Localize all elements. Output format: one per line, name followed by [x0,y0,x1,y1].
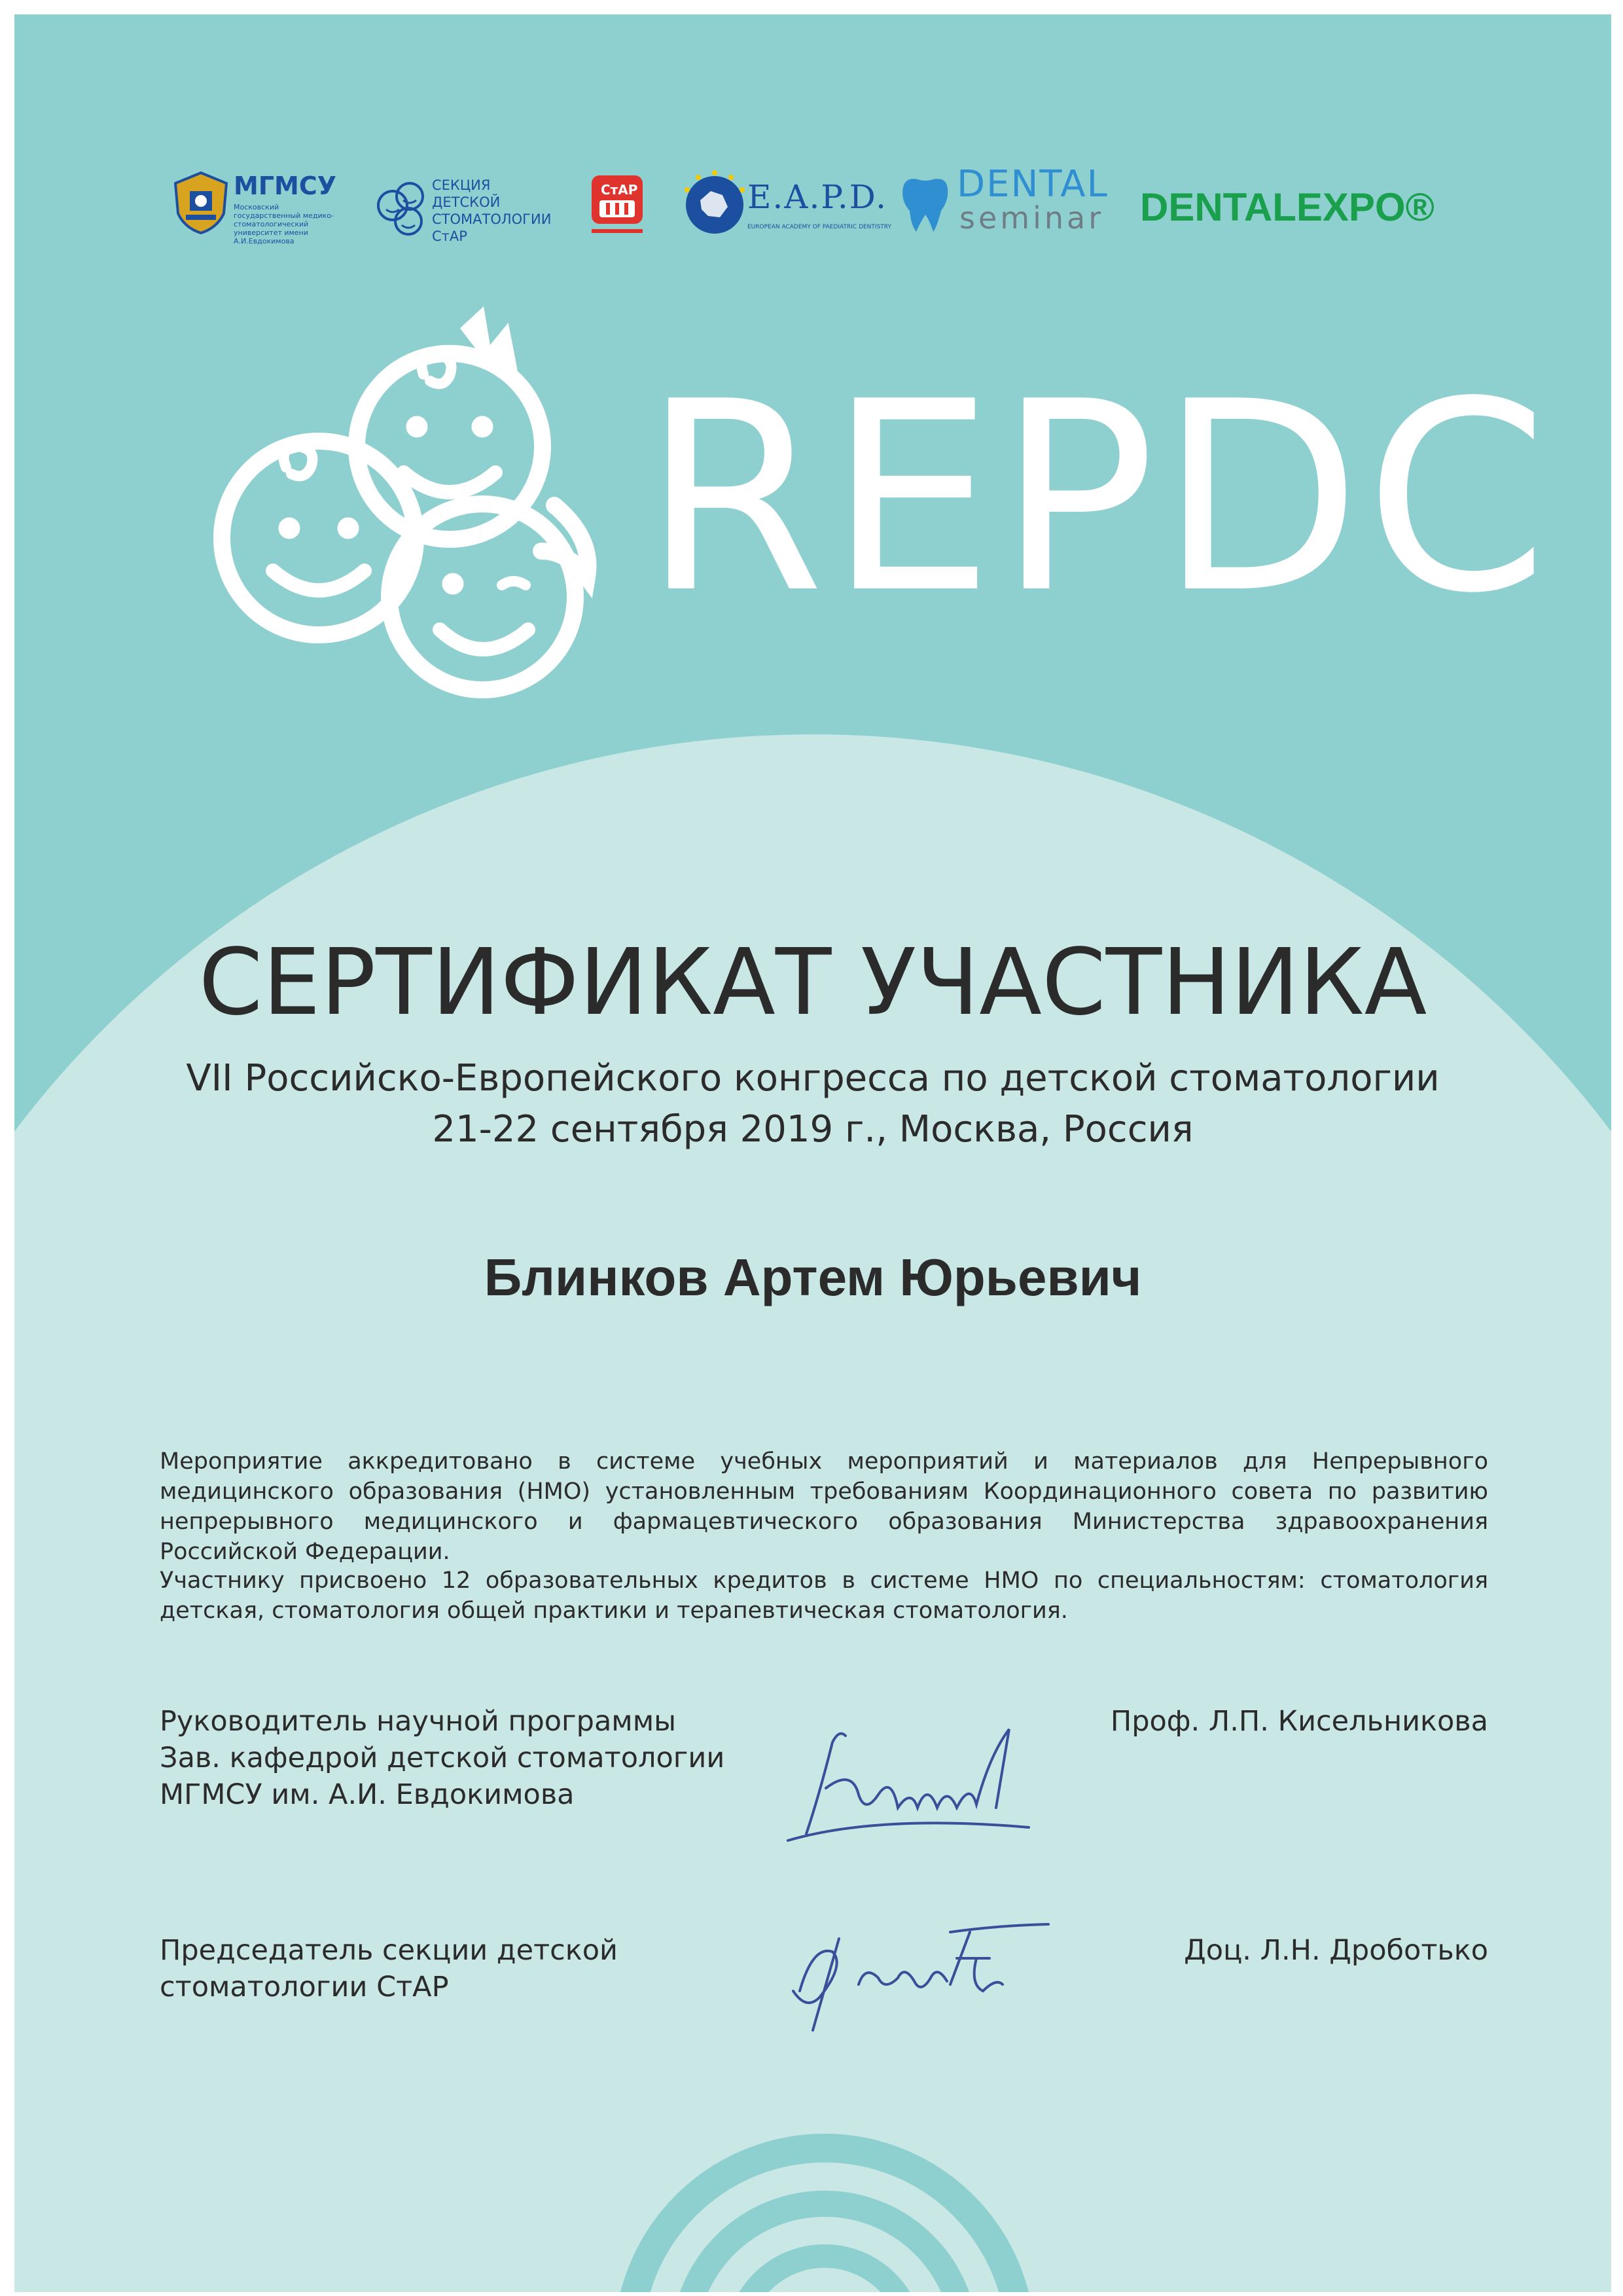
logo-eapd [682,158,891,263]
certificate-title: СЕРТИФИКАТ УЧАСТНИКА [198,929,1427,1036]
accreditation-text: Мероприятие аккредитовано в системе учебных мероприятий и материалов для Непрерывного медицинского образования (НМО) установленным требованиям Координационного совета по развитию непрерывного медицинского и фармацевтического образования Министерства здравоохранения Российской Федерации. [160,1448,1488,1565]
dental-seminar-line2: seminar [959,200,1105,236]
decorative-rings [609,2128,1041,2292]
signatory-1-role-line1: Руководитель научной программы [160,1705,677,1738]
eapd-text: E.A.P.D. [747,178,887,216]
logo-star-section [373,158,569,263]
signature-2 [774,1919,1061,2037]
logo-star-emblem [590,158,649,263]
event-line-1: VII Российско-Европейского конгресса по детской стоматологии [186,1057,1440,1100]
signatory-1-role-line2: Зав. кафедрой детской стоматологии [160,1742,725,1774]
event-line-2: 21-22 сентября 2019 г., Москва, Россия [432,1108,1194,1151]
mgmsu-title: МГМСУ [234,171,337,200]
signatory-2-role-line2: стоматологии СтАР [160,1971,449,2003]
dentalexpo-text: DENTALEXPO® [1140,185,1435,229]
smiling-faces-icon [201,302,607,708]
signatory-1-role-line3: МГМСУ им. А.И. Евдокимова [160,1778,575,1811]
signatory-2-role [160,1932,618,2005]
logo-mgmsu [171,158,368,263]
partner-logos [14,158,1611,263]
credits-text: Участнику присвоено 12 образовательных кредитов в системе НМО по специальностям: стоматология детская, стоматология общей практики и терапевтическая стоматология. [160,1568,1488,1624]
children-faces-icon [373,174,428,240]
signatory-2-role-line1: Председатель секции детской [160,1934,618,1967]
star-emblem-text: СтАР [601,182,638,198]
star-section-text: СЕКЦИЯ ДЕТСКОЙ СТОМАТОЛОГИИ СтАР [432,177,552,244]
tooth-icon [898,174,953,237]
signatory-2-name: Доц. Л.Н. Дроботько [1184,1934,1488,1967]
europe-map-stars-icon [682,169,747,241]
event-logo-text: REPDC [643,346,1552,651]
participant-name: Блинков Артем Юрьевич [484,1248,1142,1306]
signatory-1-name: Проф. Л.П. Кисельникова [1110,1705,1488,1738]
dental-seminar-line1: DENTAL [957,163,1109,206]
signatory-1-role [160,1703,724,1813]
certificate-sheet [14,14,1611,2292]
mgmsu-subtitle: Московский государственный медико-стоматологический университет имени А.И.Евдокимова [234,203,334,245]
university-crest-icon [171,170,230,236]
eapd-subtitle: EUROPEAN ACADEMY OF PAEDIATRIC DENTISTRY [747,224,891,230]
logo-dental-seminar [898,158,1114,263]
logo-dentalexpo [1140,158,1454,263]
signature-1 [780,1716,1055,1847]
